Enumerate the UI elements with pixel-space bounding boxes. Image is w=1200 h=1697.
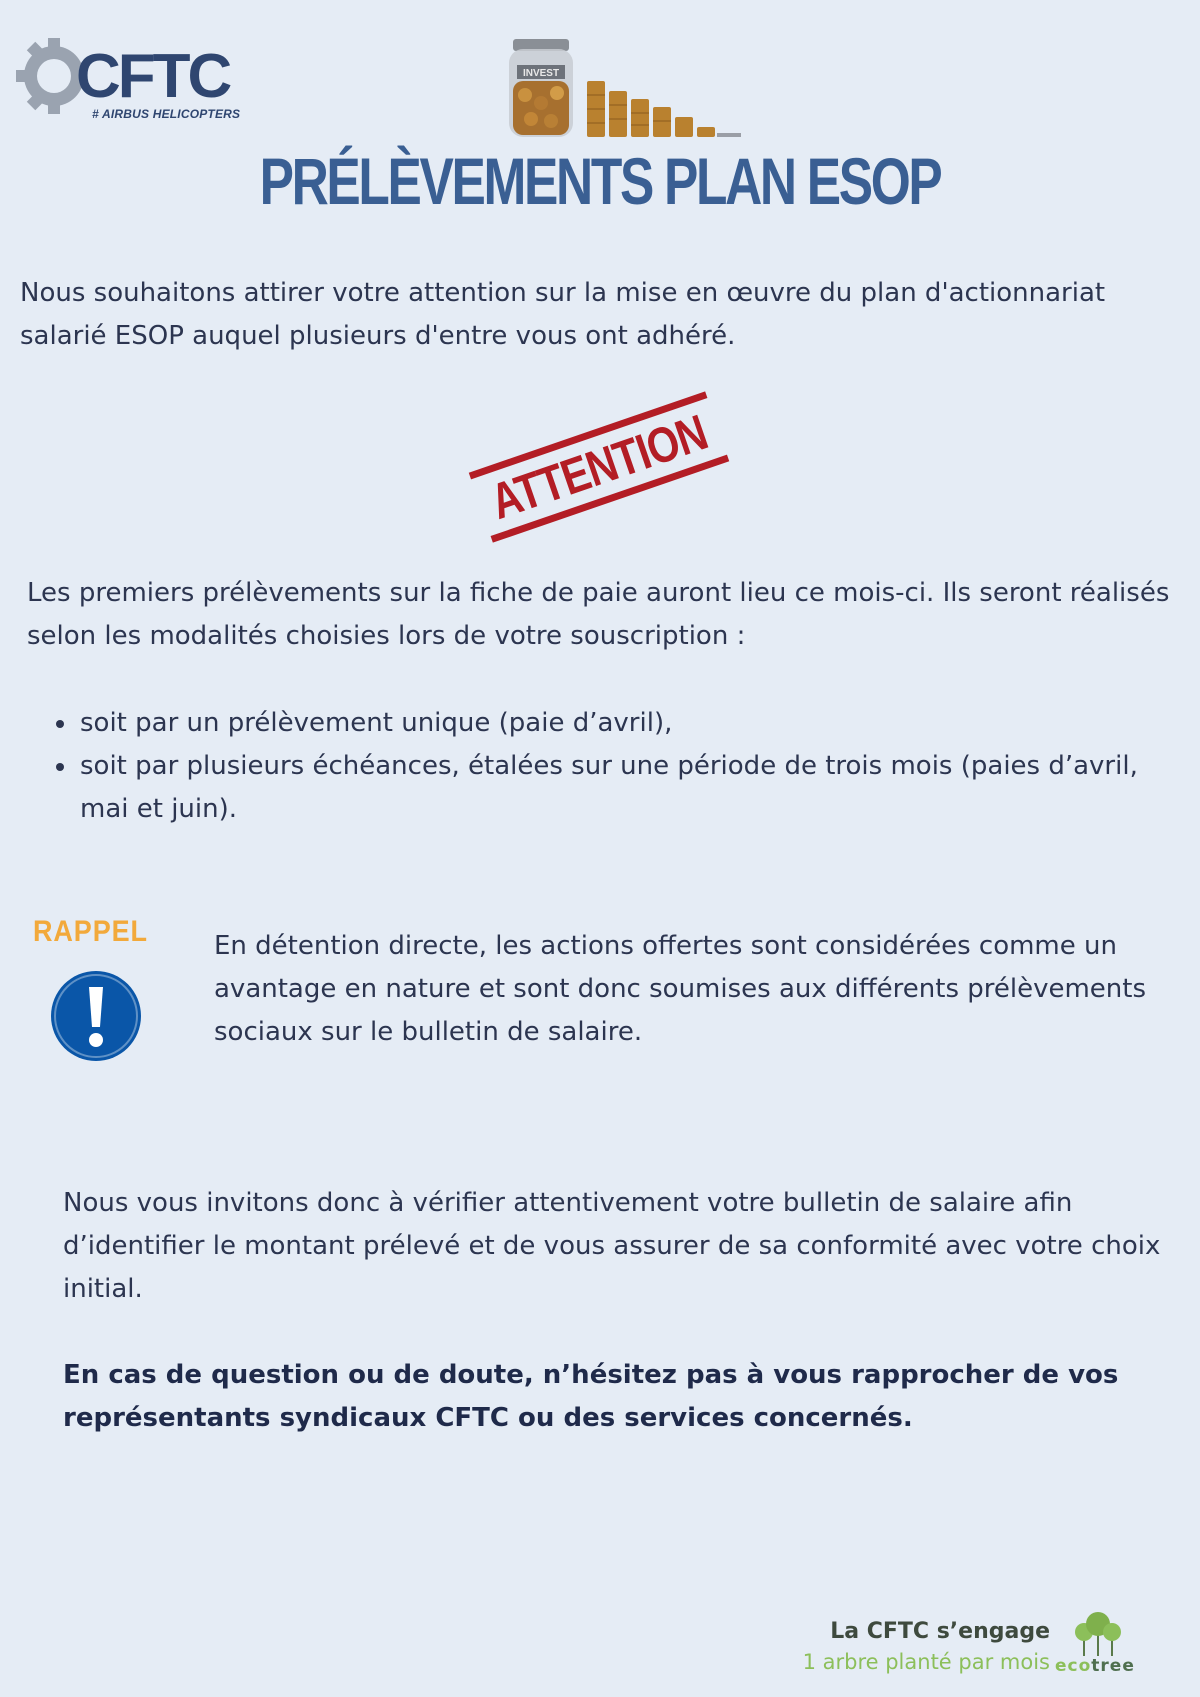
rappel-text: En détention directe, les actions offertes sont considérées comme un avantage en nature et sont donc soumises aux différents prélèvements sociaux sur le bulletin de salaire. xyxy=(214,931,1147,1047)
footer-engagement: La CFTC s’engage xyxy=(830,1619,1050,1644)
logo-text: CFTC xyxy=(76,42,230,111)
tree-icon xyxy=(1070,1610,1126,1660)
cftc-logo xyxy=(14,28,254,128)
rappel-label: RAPPEL xyxy=(33,915,148,948)
attention-stamp xyxy=(469,391,729,542)
logo-subtitle: # AIRBUS HELICOPTERS xyxy=(92,107,241,121)
footer-tree-pledge: 1 arbre planté par mois xyxy=(802,1650,1050,1674)
svg-text:INVEST: INVEST xyxy=(522,68,560,79)
contact-paragraph: En cas de question ou de doute, n’hésitez pas à vous rapprocher de vos représentants syndicaux CFTC ou des services concernés. xyxy=(63,1360,1119,1433)
page-title: PRÉLÈVEMENTS PLAN ESOP xyxy=(259,144,941,218)
verify-paragraph: Nous vous invitons donc à vérifier attentivement votre bulletin de salaire afin d’identifier le montant prélevé et de vous assurer de sa conformité avec votre choix initial. xyxy=(63,1188,1161,1304)
ecotree-brand-eco: eco xyxy=(1055,1656,1092,1676)
list-item: soit par plusieurs échéances, étalées sur une période de trois mois (paies d’avril, mai et juin). xyxy=(80,745,1180,831)
ecotree-brand-tree: tree xyxy=(1091,1656,1135,1676)
coin-jar-icon xyxy=(505,35,745,145)
payroll-paragraph: Les premiers prélèvements sur la fiche de paie auront lieu ce mois-ci. Ils seront réalisés selon les modalités choisies lors de votre souscription : xyxy=(27,578,1170,651)
intro-paragraph: Nous souhaitons attirer votre attention sur la mise en œuvre du plan d'actionnariat salarié ESOP auquel plusieurs d'entre vous ont adhéré. xyxy=(20,278,1106,351)
payment-options-list xyxy=(52,702,1180,831)
attention-stamp-text: ATTENTION xyxy=(483,404,715,530)
exclamation-icon xyxy=(49,969,143,1063)
ecotree-brand xyxy=(1055,1656,1135,1676)
list-item: soit par un prélèvement unique (paie d’avril), xyxy=(80,702,1180,745)
